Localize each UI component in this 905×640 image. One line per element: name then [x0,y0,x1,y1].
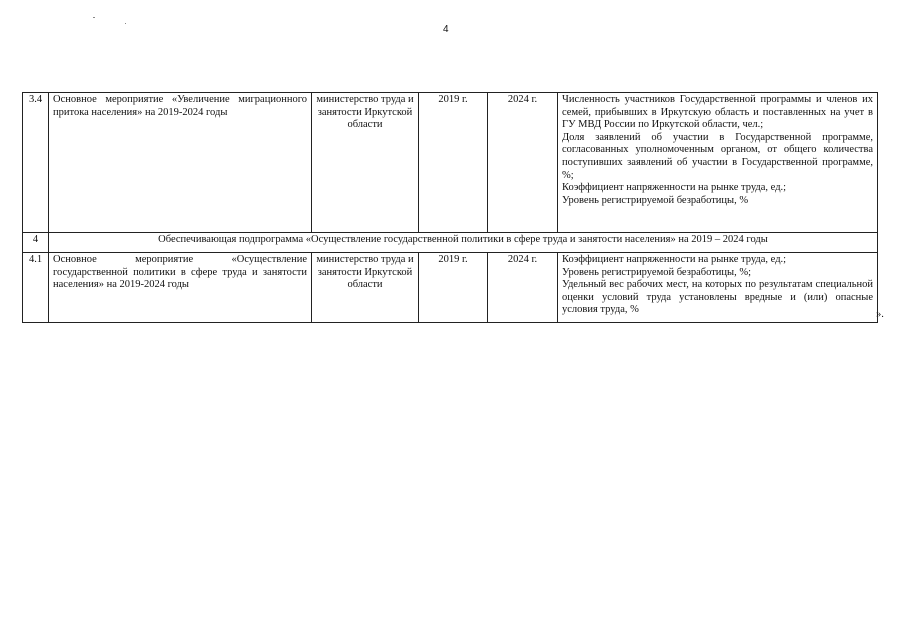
closing-quote-mark: ». [876,309,884,320]
indicator-item: Коэффициент напряженности на рынке труда, ед.; [562,254,787,265]
start-year: 2019 г. [419,93,488,233]
indicator-item: Доля заявлений об участии в Государственной программе, согласованных уполномоченным органом, от общего количества поступивших заявлений об участии в Государственной программе, %; [562,131,873,181]
indicator-item: Численность участников Государственной программы и членов их семей, прибывших в Иркутскую область и поставленных на учет в ГУ МВД России по Иркутской области, чел.; [562,94,873,131]
start-year: 2019 г. [419,253,488,323]
indicator-item: Удельный вес рабочих мест, на которых по результатам специальной оценки условий труда установлены вредные и (или) опасные условия труда, % [562,279,873,316]
indicator-item: Уровень регистрируемой безработицы, %; [562,266,752,278]
section-row [23,233,878,253]
indicators-cell [558,93,878,233]
activity-name: Основное мероприятие «Осуществление государственной политики в сфере труда и занятости населения» на 2019-2024 годы [49,253,312,323]
table-row [23,93,878,233]
end-year: 2024 г. [488,93,558,233]
row-number: 3.4 [23,93,49,233]
executor: министерство труда и занятости Иркутской области [312,93,419,233]
scan-speck [93,17,95,18]
executor: министерство труда и занятости Иркутской области [312,253,419,323]
activity-name: Основное мероприятие «Увеличение миграционного притока населения» на 2019-2024 годы [49,93,312,233]
program-table [22,92,878,323]
indicators-cell [558,253,878,323]
indicator-item: Уровень регистрируемой безработицы, % [562,194,749,206]
scan-speck [125,23,126,24]
end-year: 2024 г. [488,253,558,323]
indicator-item: Коэффициент напряженности на рынке труда, ед.; [562,182,787,194]
table-row [23,253,878,323]
section-number: 4 [23,233,49,253]
page-number: 4 [443,24,449,35]
section-title: Обеспечивающая подпрограмма «Осуществление государственной политики в сфере труда и занятости населения» на 2019 – 2024 годы [49,233,878,253]
row-number: 4.1 [23,253,49,323]
